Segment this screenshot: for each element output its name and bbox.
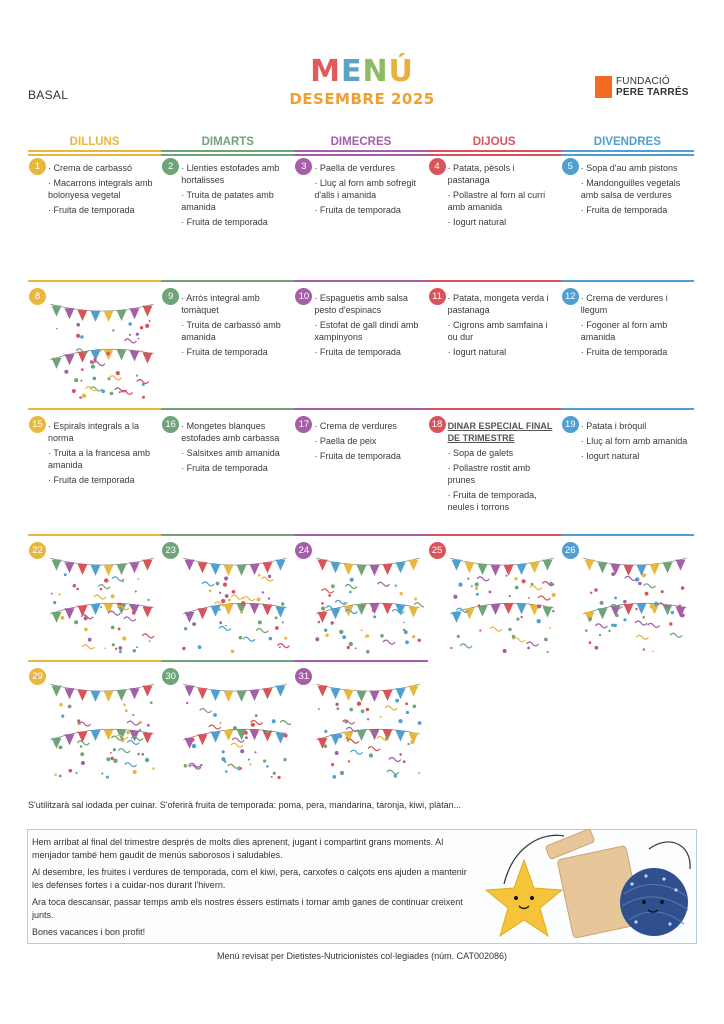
dish-item: · Espaguetis amb salsa pesto d'espinacs [314,293,408,315]
day-cell [428,534,561,660]
dish-item: · Fruita de temporada [580,205,668,215]
day-cell [561,280,694,408]
day-cell [561,408,694,534]
dish-item: · Espirals integrals a la norma [48,421,140,443]
logo-square-icon [595,76,612,98]
day-cell [428,150,561,280]
day-cell [28,408,161,534]
day-number-badge: 23 [162,542,179,559]
day-cell [161,150,294,280]
dish-item: · Fruita de temporada [181,347,268,357]
festive-garland-icon [46,290,158,402]
day-number-badge: 9 [162,288,179,305]
message-paragraph: Ara toca descansar, passar temps amb els nostres éssers estimats i tornar amb ganes de continuar creixent junts. [32,897,463,920]
day-number-badge: 1 [29,158,46,175]
festive-garland-icon [179,544,291,656]
special-lunch-title: DINAR ESPECIAL FINAL DE TRIMESTRE [447,421,553,443]
dish-list [314,288,425,358]
dish-item: · Mongetes blanques estofades amb carbassa [181,421,280,443]
day-number-badge: 8 [29,288,46,305]
footer-credit: Menú revisat per Dietistes-Nutricionistes col·legiades (núm. CAT002086) [217,951,507,961]
dish-item: · Fruita de temporada [314,451,401,461]
day-cell [294,408,427,534]
dish-list [581,416,692,462]
day-number-badge: 12 [562,288,579,305]
message-paragraph: Hem arribat al final del trimestre després de molts dies aprenent, jugant i compartint grans moments. Al menjador també hem gaudit de menús saborosos i saludables. [32,837,444,860]
dish-item: · Iogurt natural [447,347,507,357]
festive-garland-icon [46,670,158,782]
title-letter: M [310,54,341,89]
dish-item: · Fruita de temporada [314,347,401,357]
dish-item: · Crema de verdures i llegum [580,293,668,315]
day-cell [561,534,694,660]
message-paragraph: Bones vacances i bon profit! [32,927,146,937]
dish-item: · Crema de carbassó [48,163,133,173]
day-number-badge: 16 [162,416,179,433]
logo-line-1: FUNDACIÓ [616,76,670,87]
dish-item: · Pollastre rostit amb prunes [447,463,531,485]
day-number-badge: 26 [562,542,579,559]
dish-item: · Fruita de temporada [48,205,135,215]
day-cell [161,280,294,408]
week-row [28,280,694,408]
day-number-badge: 5 [562,158,579,175]
week-row [28,150,694,280]
dish-item: · Lluç al forn amb amanida [580,436,688,446]
day-number-badge: 29 [29,668,46,685]
day-cell [161,660,294,792]
day-number-badge: 3 [295,158,312,175]
dish-list [448,158,559,228]
dish-list [48,158,159,216]
logo-line-2: PERE TARRÉS [616,87,689,98]
day-cell [294,150,427,280]
dish-item: · Truita de patates amb amanida [181,190,274,212]
day-number-badge: 19 [562,416,579,433]
day-number-badge: 30 [162,668,179,685]
menu-month: DESEMBRE 2025 [289,90,435,108]
day-number-badge: 2 [162,158,179,175]
dish-item: · Iogurt natural [580,451,640,461]
week-row [28,660,694,792]
menu-calendar [28,150,694,792]
menu-type-label: BASAL [28,88,69,102]
day-cell [294,660,427,792]
dish-item: · Patata i bròquil [580,421,647,431]
dish-item: · Truita de carbassó amb amanida [181,320,281,342]
day-cell [28,534,161,660]
day-cell [294,534,427,660]
dish-item: · Iogurt natural [447,217,507,227]
message-text [32,836,472,944]
dish-item: · Patata, mongeta verda i pastanaga [447,293,549,315]
weekday-dimarts: DIMARTS [161,136,294,156]
weekday-dilluns: DILLUNS [28,136,161,156]
week-row [28,408,694,534]
weekday-divendres: DIVENDRES [561,136,694,156]
dish-item: · Sopa de galets [447,448,514,458]
day-number-badge: 10 [295,288,312,305]
dish-item: · Sopa d'au amb pistons [580,163,678,173]
weekday-dijous: DIJOUS [428,136,561,156]
dish-item: · Fruita de temporada [580,347,668,357]
dish-list [181,158,292,228]
dish-item: · Cigrons amb samfaina i ou dur [447,320,548,342]
day-cell [161,408,294,534]
dish-item: · Fogoner al forn amb amanida [580,320,668,342]
title-letter: E [340,54,363,89]
dish-list [581,288,692,358]
dish-list [314,158,425,216]
empty-day-cell [428,660,561,792]
dish-item: · Fruita de temporada [48,475,135,485]
dish-list [181,416,292,474]
star-cookie-yarn-illustration [464,824,696,944]
day-cell [428,280,561,408]
festive-garland-icon [446,544,558,656]
dish-item: · Fruita de temporada, neules i torrons [447,490,537,512]
day-number-badge: 4 [429,158,446,175]
festive-garland-icon [46,544,158,656]
dish-item: · Salsitxes amb amanida [181,448,280,458]
day-number-badge: 15 [29,416,46,433]
festive-garland-icon [312,544,424,656]
dish-item: · Llenties estofades amb hortalisses [181,163,280,185]
dish-item: · Patata, pèsols i pastanaga [447,163,515,185]
weekday-dimecres: DIMECRES [294,136,427,156]
day-cell [294,280,427,408]
day-number-badge: 24 [295,542,312,559]
dish-list [48,416,159,486]
day-number-badge: 31 [295,668,312,685]
empty-day-cell [561,660,694,792]
title-letter: N [362,54,389,89]
dish-item: · Arròs integral amb tomàquet [181,293,260,315]
dish-item: · Crema de verdures [314,421,397,431]
day-cell [28,150,161,280]
day-number-badge: 17 [295,416,312,433]
day-cell [28,280,161,408]
week-row [28,534,694,660]
dish-item: · Truita a la francesa amb amanida [48,448,151,470]
message-box [27,829,697,944]
dish-list [448,416,559,513]
message-paragraph: Al desembre, les fruites i verdures de temporada, com el kiwi, pera, carxofes o calçots ens ajuden a mantenir les defenses fortes i a cuidar-nos durant l'hivern. [32,867,467,890]
dish-item: · Paella de verdures [314,163,395,173]
day-cell [428,408,561,534]
day-cell [28,660,161,792]
day-number-badge: 25 [429,542,446,559]
dish-list [448,288,559,358]
festive-garland-icon [179,670,291,782]
day-number-badge: 22 [29,542,46,559]
dish-list [314,416,425,462]
dish-item: · Mandonguilles vegetals amb salsa de verdures [580,178,681,200]
dish-item: · Estofat de gall dindi amb xampinyons [314,320,419,342]
day-number-badge: 11 [429,288,446,305]
dish-item: · Macarrons integrals amb bolonyesa vegetal [48,178,153,200]
festive-garland-icon [579,544,691,656]
day-number-badge: 18 [429,416,446,433]
day-cell [161,534,294,660]
day-cell [561,150,694,280]
dish-list [181,288,292,358]
festive-garland-icon [312,670,424,782]
dish-list [581,158,692,216]
title-letter: Ú [388,54,414,89]
salt-fruit-note: S'utilitzarà sal iodada per cuinar. S'oferirà fruita de temporada: poma, pera, mandarina, taronja, kiwi, plàtan... [28,800,462,810]
dish-item: · Fruita de temporada [181,463,268,473]
dish-item: · Paella de peix [314,436,377,446]
dish-item: · Pollastre al forn al curri amb amanida [447,190,546,212]
fundacio-logo [595,76,689,98]
dish-item: · Lluç al forn amb sofregit d'alls i amanida [314,178,416,200]
dish-item: · Fruita de temporada [314,205,401,215]
dish-item: · Fruita de temporada [181,217,268,227]
